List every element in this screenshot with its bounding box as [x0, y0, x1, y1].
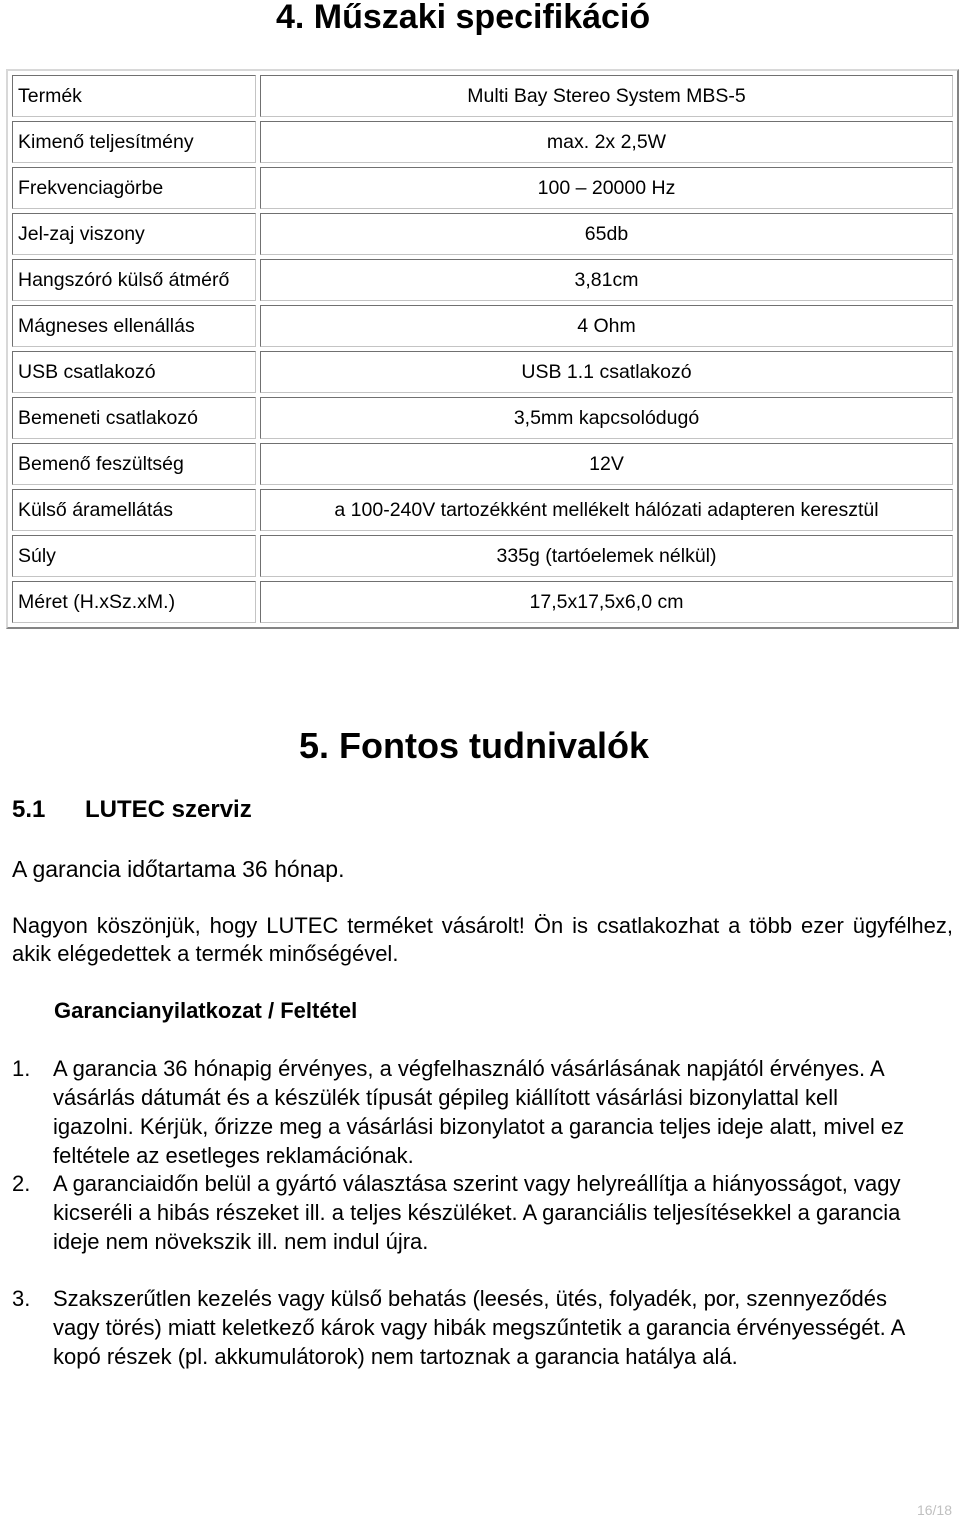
term-text: A garancia 36 hónapig érvényes, a végfelhasználó vásárlásának napjától érvényes. A vásárlás dátumát és a készülék típusát gépileg kiállított vásárlási bizonylattal kell igazolni. Kérjük, őrizze meg a vásárlási bizonylatot a garancia teljes ideje alatt, mivel ez feltétele az esetleges reklamációnak. — [53, 1056, 905, 1168]
spec-value: max. 2x 2,5W — [260, 121, 953, 163]
spec-value: 4 Ohm — [260, 305, 953, 347]
term-text: Szakszerűtlen kezelés vagy külső behatás (leesés, ütés, folyadék, por, szennyeződés vagy törés) miatt keletkező károk vagy hibák megszűntetik a garancia érvényességét. A kopó részek (pl. akkumulátorok) nem tartoznak a garancia hatálya alá. — [53, 1286, 905, 1369]
guarantee-title-rest: / Feltétel — [261, 998, 358, 1023]
spec-label: Méret (H.xSz.xM.) — [12, 581, 256, 623]
spec-label: Külső áramellátás — [12, 489, 256, 531]
spec-label: Hangszóró külső átmérő — [12, 259, 256, 301]
list-item — [12, 1284, 912, 1371]
table-row — [12, 351, 953, 393]
subsection-number: 5.1 — [12, 796, 46, 823]
spec-value: USB 1.1 csatlakozó — [260, 351, 953, 393]
table-row — [12, 259, 953, 301]
spec-label: Frekvenciagörbe — [12, 167, 256, 209]
page-number: 16/18 — [916, 1502, 952, 1518]
spec-value: 17,5x17,5x6,0 cm — [260, 581, 953, 623]
spec-label: USB csatlakozó — [12, 351, 256, 393]
spec-label: Termék — [12, 75, 256, 117]
spec-value: 3,81cm — [260, 259, 953, 301]
spec-label: Bemeneti csatlakozó — [12, 397, 256, 439]
spec-label: Kimenő teljesítmény — [12, 121, 256, 163]
spec-value: 335g (tartóelemek nélkül) — [260, 535, 953, 577]
list-item — [12, 1054, 912, 1170]
section-5-heading: 5. Fontos tudnivalók — [299, 725, 650, 766]
term-number: 3. — [12, 1286, 31, 1311]
term-number: 1. — [12, 1056, 31, 1081]
thanks-paragraph: Nagyon köszönjük, hogy LUTEC terméket vásárolt! Ön is csatlakozhat a több ezer ügyfélhez, akik elégedettek a termék minőségével. — [12, 913, 953, 966]
subsection-heading — [12, 796, 252, 824]
table-row — [12, 213, 953, 255]
spec-value: 65db — [260, 213, 953, 255]
spec-value: a 100-240V tartozékként mellékelt hálózati adapteren keresztül — [260, 489, 953, 531]
guarantee-title-bold: Garancianyilatkozat — [54, 998, 262, 1023]
list-item — [12, 1169, 952, 1256]
table-row — [12, 397, 953, 439]
table-row — [12, 121, 953, 163]
spec-label: Mágneses ellenállás — [12, 305, 256, 347]
spec-value: 3,5mm kapcsolódugó — [260, 397, 953, 439]
guarantee-title — [54, 998, 357, 1024]
table-row — [12, 305, 953, 347]
section-4-heading: 4. Műszaki specifikáció — [276, 0, 651, 36]
spec-value: 100 – 20000 Hz — [260, 167, 953, 209]
table-row — [12, 581, 953, 623]
spec-value: 12V — [260, 443, 953, 485]
term-number: 2. — [12, 1171, 31, 1196]
table-row — [12, 489, 953, 531]
spec-label: Bemenő feszültség — [12, 443, 256, 485]
spec-value: Multi Bay Stereo System MBS-5 — [260, 75, 953, 117]
spec-label: Súly — [12, 535, 256, 577]
spec-label: Jel-zaj viszony — [12, 213, 256, 255]
term-text: A garanciaidőn belül a gyártó választása szerint vagy helyreállítja a hiányosságot, vagy kicseréli a hibás részeket ill. a teljes készüléket. A garanciális teljesítésekkel a garancia ideje nem növekszik ill. nem indul újra. — [53, 1171, 901, 1254]
table-row — [12, 535, 953, 577]
table-row — [12, 75, 953, 117]
warranty-duration-text: A garancia időtartama 36 hónap. — [12, 856, 345, 882]
subsection-title: LUTEC szerviz — [85, 796, 252, 823]
table-row — [12, 443, 953, 485]
table-row — [12, 167, 953, 209]
spec-table — [6, 69, 959, 629]
